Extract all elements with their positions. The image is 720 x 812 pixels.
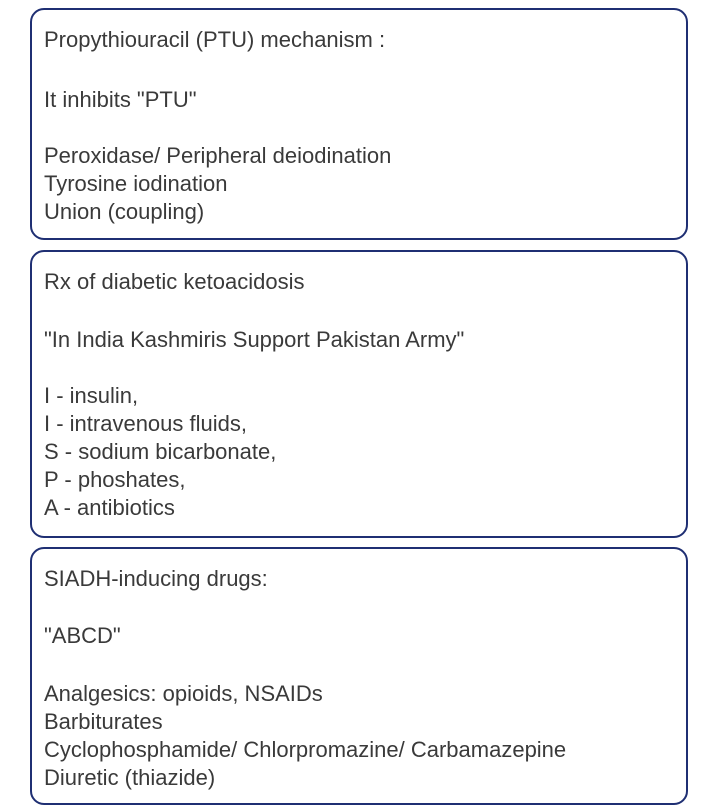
- card-item: A - antibiotics: [44, 495, 175, 520]
- card-title: Propythiouracil (PTU) mechanism :: [44, 27, 386, 52]
- card-title: SIADH-inducing drugs:: [44, 566, 268, 591]
- card-item: S - sodium bicarbonate,: [44, 439, 277, 464]
- card-mnemonic: "ABCD": [44, 623, 121, 648]
- card-title: Rx of diabetic ketoacidosis: [44, 269, 305, 294]
- card-item: I - intravenous fluids,: [44, 411, 247, 436]
- card-item: Analgesics: opioids, NSAIDs: [44, 681, 323, 706]
- card-item: P - phoshates,: [44, 467, 186, 492]
- card-item: Cyclophosphamide/ Chlorpromazine/ Carbamazepine: [44, 737, 567, 762]
- card-item: Diuretic (thiazide): [44, 765, 216, 790]
- card-mnemonic: "In India Kashmiris Support Pakistan Army": [44, 327, 465, 352]
- card-mnemonic: It inhibits "PTU": [44, 87, 197, 112]
- card-item: Union (coupling): [44, 199, 205, 224]
- card-item: Peroxidase/ Peripheral deiodination: [44, 143, 392, 168]
- mnemonic-card-ptu: [30, 8, 688, 240]
- card-item: I - insulin,: [44, 383, 139, 408]
- mnemonic-card-siadh: [30, 547, 688, 805]
- card-item: Barbiturates: [44, 709, 163, 734]
- mnemonic-card-dka: [30, 250, 688, 538]
- card-item: Tyrosine iodination: [44, 171, 228, 196]
